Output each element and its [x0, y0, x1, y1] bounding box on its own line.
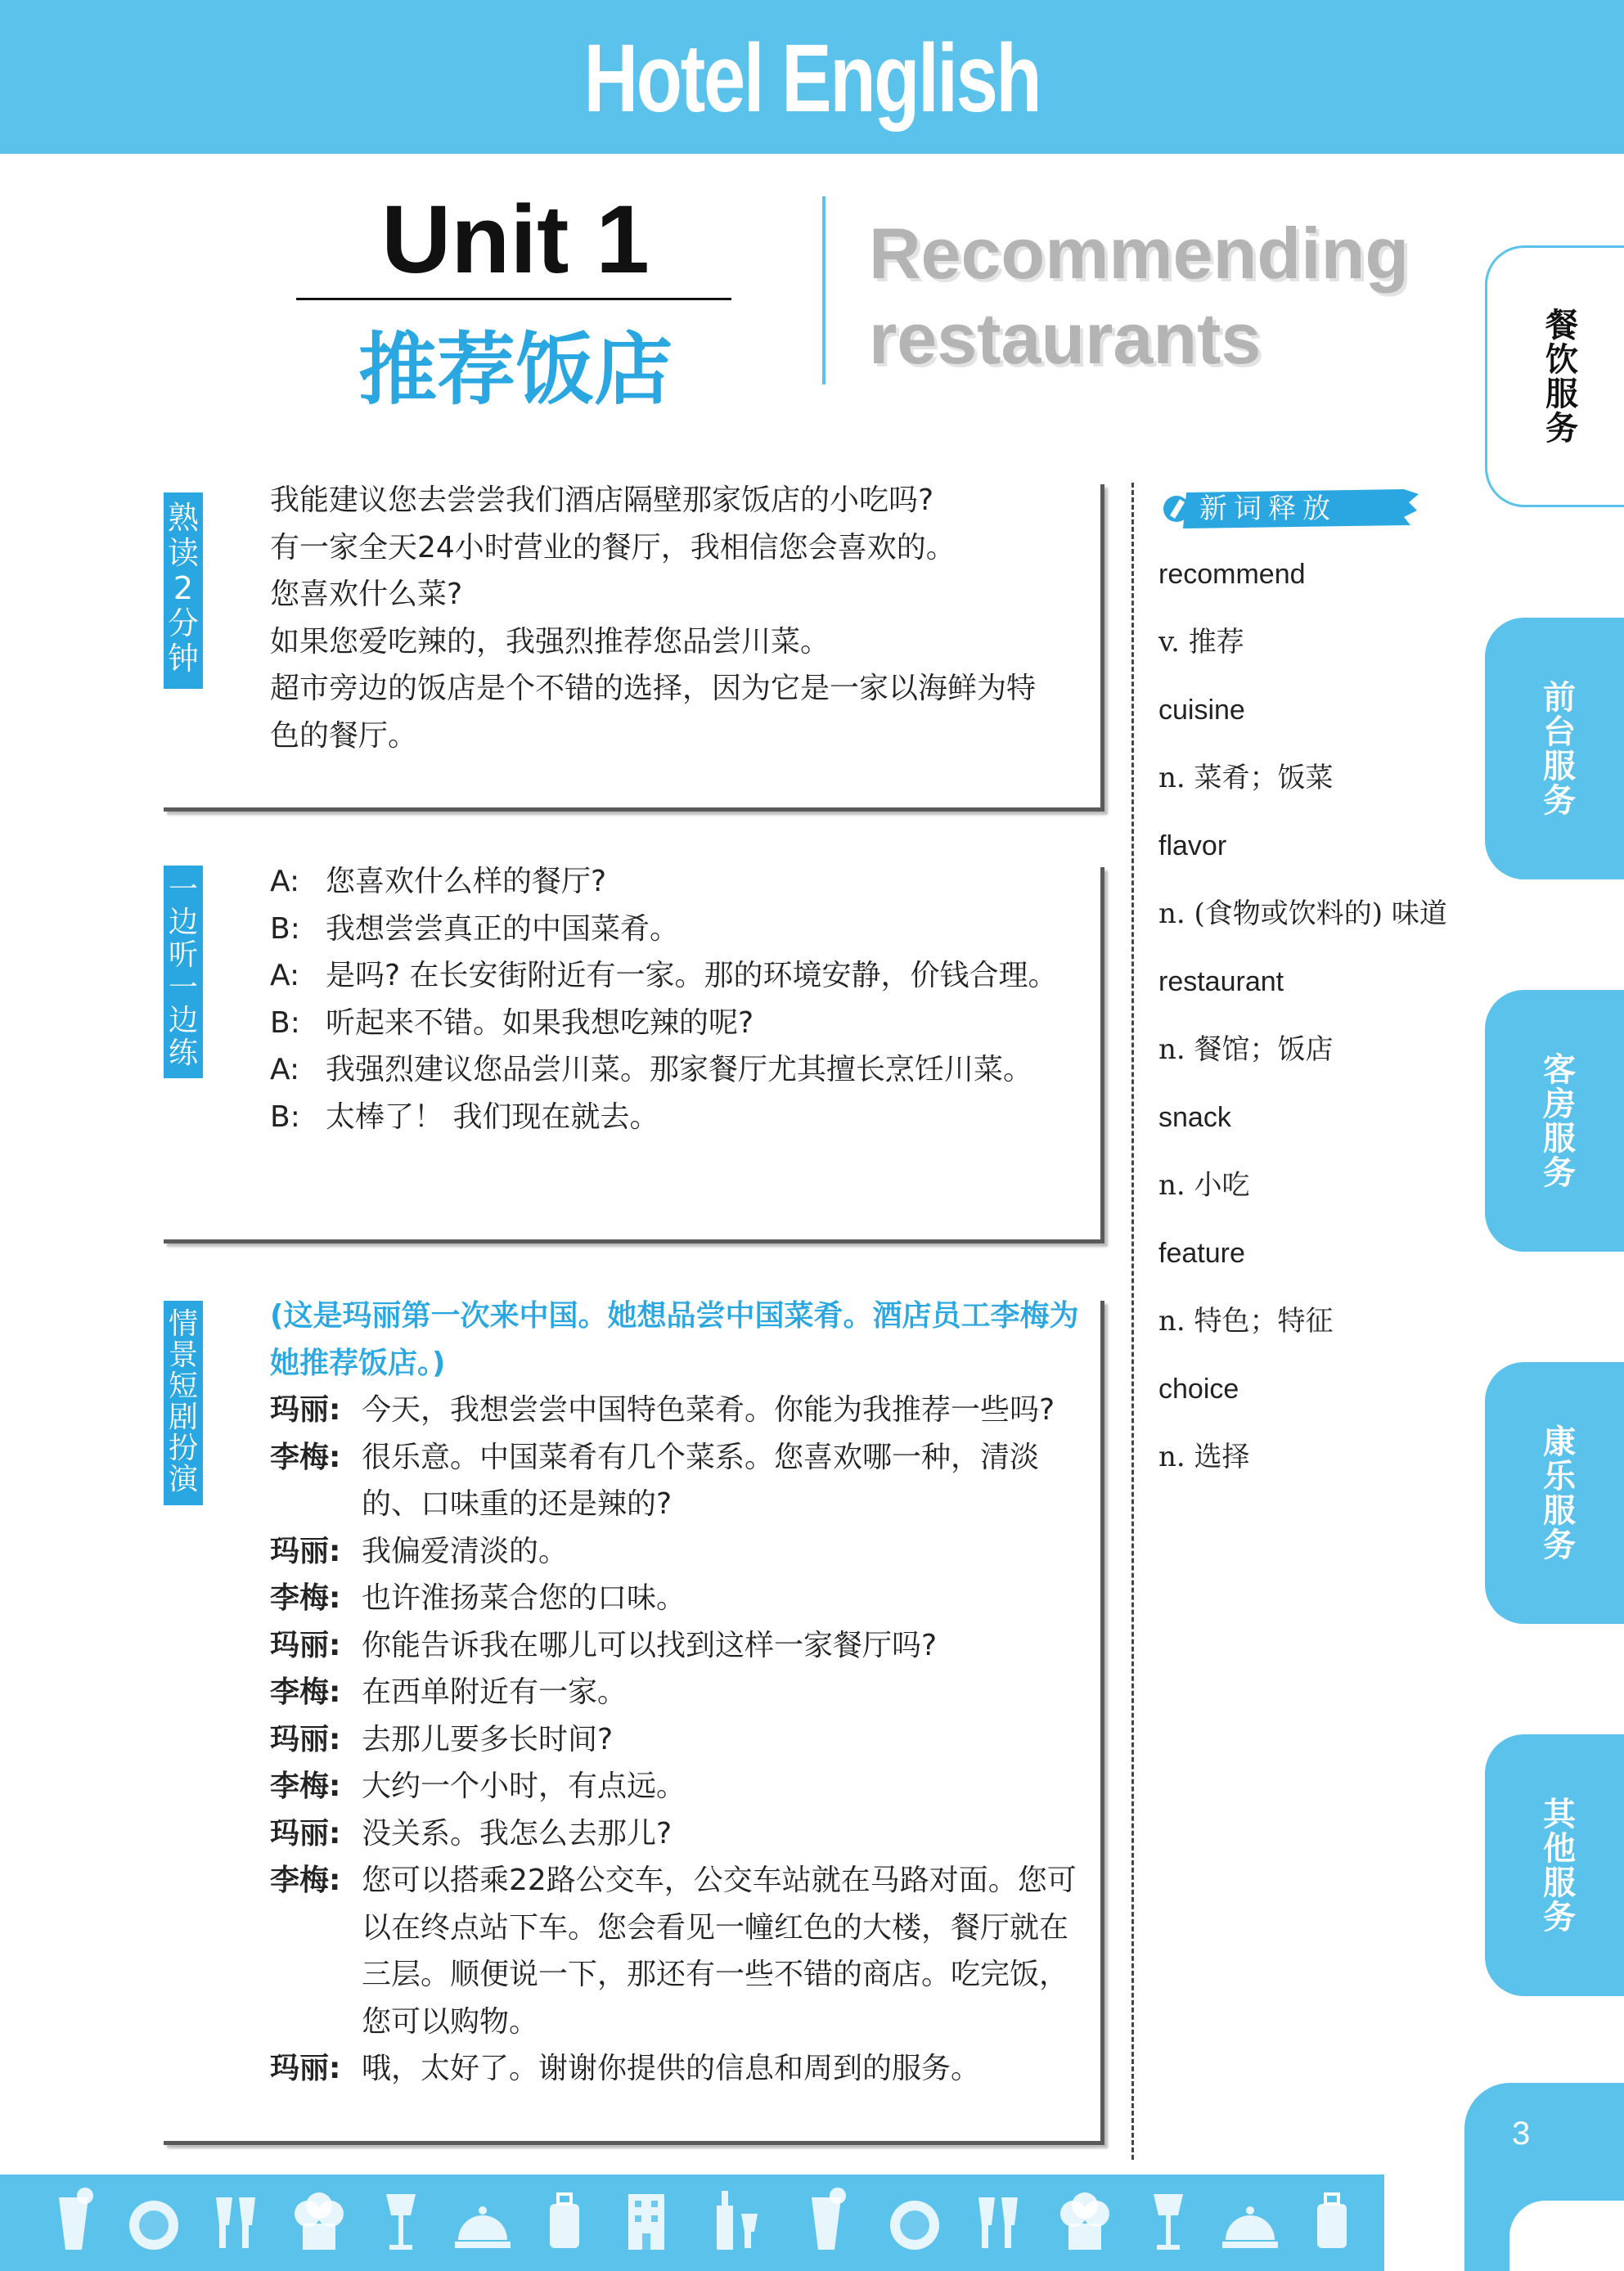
- vocab-list: [1158, 550, 1453, 1500]
- speaker-label: A:: [270, 1053, 300, 1086]
- line-text: 听起来不错。如果我想吃辣的呢?: [326, 1005, 754, 1040]
- line-text: 哦，太好了。谢谢你提供的信息和周到的服务。: [362, 2052, 981, 2085]
- book-title: Hotel English: [583, 25, 1041, 133]
- scene-dialogue: [270, 1293, 1088, 2093]
- wine-glasses-icon: [978, 2197, 1018, 2248]
- vocab-heading: [1158, 488, 1419, 530]
- dialogue-line: [270, 952, 1088, 1000]
- vocab-definition: n. 选择: [1158, 1441, 1250, 1473]
- dialogue-line: [270, 1575, 1088, 1622]
- listening-section-label: 一边听一边练: [164, 866, 203, 1078]
- speaker-label: 玛丽:: [270, 2052, 341, 2085]
- tab-label: 康乐服务: [1537, 1424, 1576, 1562]
- chef-hat-icon: [295, 2192, 344, 2250]
- speaker-label: B:: [270, 911, 300, 946]
- tab-recreation-service[interactable]: [1485, 1362, 1624, 1624]
- dialogue-line: [270, 1434, 1088, 1528]
- dialogue-line: [270, 1857, 1088, 2045]
- dialogue-line: [270, 1000, 1088, 1047]
- speaker-label: 玛丽:: [270, 1534, 341, 1568]
- hotel-building-icon: [628, 2194, 664, 2250]
- vocab-word: snack: [1158, 1102, 1231, 1133]
- speaker-label: 玛丽:: [270, 1393, 341, 1427]
- dialogue-line: [270, 1528, 1088, 1576]
- listening-lines: [270, 858, 1088, 1140]
- line-text: 大约一个小时，有点远。: [362, 1770, 686, 1803]
- tab-housekeeping-service[interactable]: [1485, 990, 1624, 1252]
- scene-intro: (这是玛丽第一次来中国。她想品尝中国菜肴。酒店员工李梅为她推荐饭店。): [270, 1299, 1079, 1380]
- unit-title-en-line2: restaurants: [869, 298, 1262, 379]
- line-text: 你能告诉我在哪儿可以找到这样一家餐厅吗?: [362, 1628, 938, 1662]
- plate-icon: [890, 2201, 939, 2250]
- speaker-label: 李梅:: [270, 1440, 341, 1474]
- tab-label: 其他服务: [1537, 1797, 1576, 1934]
- plate-icon: [129, 2201, 178, 2250]
- speaker-label: 玛丽:: [270, 1816, 341, 1851]
- speaker-label: A:: [270, 865, 300, 898]
- drink-icon: [812, 2188, 846, 2250]
- speaker-label: B:: [270, 1005, 300, 1040]
- cloche-icon: [1222, 2206, 1278, 2248]
- unit-number: Unit 1: [381, 186, 650, 294]
- vocab-word: flavor: [1158, 830, 1227, 861]
- dialogue-line: [270, 1716, 1088, 1764]
- reading-line: 如果您爱吃辣的，我强烈推荐您品尝川菜。: [270, 624, 830, 659]
- line-text: 太棒了！ 我们现在就去。: [326, 1100, 659, 1134]
- vocab-word: recommend: [1158, 559, 1306, 590]
- speaker-label: A:: [270, 959, 300, 992]
- unit-title-cn: 推荐饭店: [358, 324, 673, 416]
- vocab-definition: n. 餐馆；饭店: [1158, 1033, 1334, 1066]
- reading-line: 您喜欢什么菜?: [270, 578, 463, 611]
- dialogue-line: [270, 1763, 1088, 1810]
- reading-section-label: 熟读2分钟: [164, 492, 203, 689]
- speaker-label: B:: [270, 1100, 300, 1134]
- line-text: 我想尝尝真正的中国菜肴。: [326, 911, 680, 946]
- dialogue-line: [270, 1094, 1088, 1141]
- lamp-icon: [386, 2194, 416, 2250]
- line-text: 是吗? 在长安街附近有一家。那的环境安静，价钱合理。: [326, 959, 1058, 992]
- dialogue-line: [270, 1622, 1088, 1670]
- dialogue-line: [270, 1387, 1088, 1434]
- unit-title-en-line1: Recommending: [869, 213, 1410, 294]
- reading-line: 色的餐厅。: [270, 718, 418, 753]
- speaker-label: 李梅:: [270, 1675, 341, 1709]
- reading-line: 有一家全天24小时营业的餐厅，我相信您会喜欢的。: [270, 530, 956, 564]
- reading-line: 超市旁边的饭店是个不错的选择，因为它是一家以海鲜为特: [270, 672, 1037, 705]
- dialogue-line: [270, 2045, 1088, 2093]
- vocab-heading-label: 新词释放: [1199, 492, 1337, 525]
- speaker-label: 李梅:: [270, 1770, 341, 1803]
- column-divider: [1131, 483, 1134, 2160]
- dialogue-line: [270, 1669, 1088, 1716]
- vocab-word: feature: [1158, 1238, 1245, 1269]
- vocab-word: cuisine: [1158, 695, 1245, 726]
- footer-icon-strip: [0, 2174, 1384, 2271]
- speaker-label: 李梅:: [270, 1581, 341, 1615]
- speaker-label: 玛丽:: [270, 1722, 341, 1756]
- vocab-word: choice: [1158, 1374, 1239, 1405]
- tab-label: 客房服务: [1537, 1052, 1576, 1189]
- lamp-icon: [1154, 2194, 1183, 2250]
- tab-label: 餐饮服务: [1540, 308, 1578, 445]
- chef-hat-icon: [1060, 2192, 1109, 2250]
- reading-lines: [270, 477, 1088, 759]
- luggage-icon: [1317, 2194, 1347, 2248]
- vocab-word: restaurant: [1158, 966, 1284, 997]
- line-text: 去那儿要多长时间?: [362, 1722, 614, 1756]
- reading-line: 我能建议您去尝尝我们酒店隔壁那家饭店的小吃吗?: [270, 483, 934, 517]
- vocab-definition: n. (食物或饮料的) 味道: [1158, 897, 1447, 930]
- line-text: 您可以搭乘22路公交车，公交车站就在马路对面。您可以在终点站下车。您会看见一幢红色的大楼，餐厅就在三层。顺便说一下，那还有一些不错的商店。吃完饭，您可以购物。: [362, 1864, 1077, 2039]
- tab-label: 前台服务: [1537, 680, 1576, 817]
- line-text: 没关系。我怎么去那儿?: [362, 1816, 673, 1851]
- line-text: 今天，我想尝尝中国特色菜肴。你能为我推荐一些吗?: [362, 1393, 1055, 1427]
- title-separator: [822, 196, 825, 384]
- dialogue-line: [270, 1046, 1088, 1094]
- vocab-definition: n. 特色；特征: [1158, 1305, 1334, 1338]
- dialogue-line: [270, 1810, 1088, 1858]
- unit-divider: [296, 298, 731, 300]
- line-text: 很乐意。中国菜肴有几个菜系。您喜欢哪一种，清淡的、口味重的还是辣的?: [362, 1440, 1040, 1521]
- dialogue-line: [270, 906, 1088, 953]
- wine-bottle-icon: [717, 2191, 758, 2250]
- luggage-icon: [550, 2194, 579, 2248]
- drink-icon: [59, 2188, 93, 2250]
- dialogue-line: [270, 858, 1088, 906]
- vocab-definition: n. 菜肴；饭菜: [1158, 762, 1334, 794]
- vocab-definition: n. 小吃: [1158, 1169, 1250, 1202]
- page-number-tab-cutout: [1509, 2201, 1624, 2271]
- line-text: 也许淮扬菜合您的口味。: [362, 1581, 686, 1615]
- cloche-icon: [455, 2206, 511, 2248]
- line-text: 我偏爱清淡的。: [362, 1534, 569, 1568]
- footer-bar: [0, 2174, 1384, 2271]
- scene-section-label: 情景短剧扮演: [164, 1301, 203, 1505]
- page-number: 3: [1512, 2116, 1531, 2152]
- speaker-label: 李梅:: [270, 1864, 341, 1897]
- line-text: 我强烈建议您品尝川菜。那家餐厅尤其擅长烹饪川菜。: [326, 1053, 1033, 1086]
- unit-title-en: [869, 211, 1409, 381]
- tab-front-desk-service[interactable]: [1485, 618, 1624, 879]
- tab-dining-service[interactable]: [1485, 245, 1624, 507]
- line-text: 您喜欢什么样的餐厅?: [326, 865, 607, 898]
- vocab-definition: v. 推荐: [1158, 626, 1244, 659]
- header-bar: [0, 0, 1624, 154]
- line-text: 在西单附近有一家。: [362, 1675, 628, 1709]
- wine-glasses-icon: [216, 2197, 255, 2248]
- tab-other-service[interactable]: [1485, 1734, 1624, 1996]
- speaker-label: 玛丽:: [270, 1628, 341, 1662]
